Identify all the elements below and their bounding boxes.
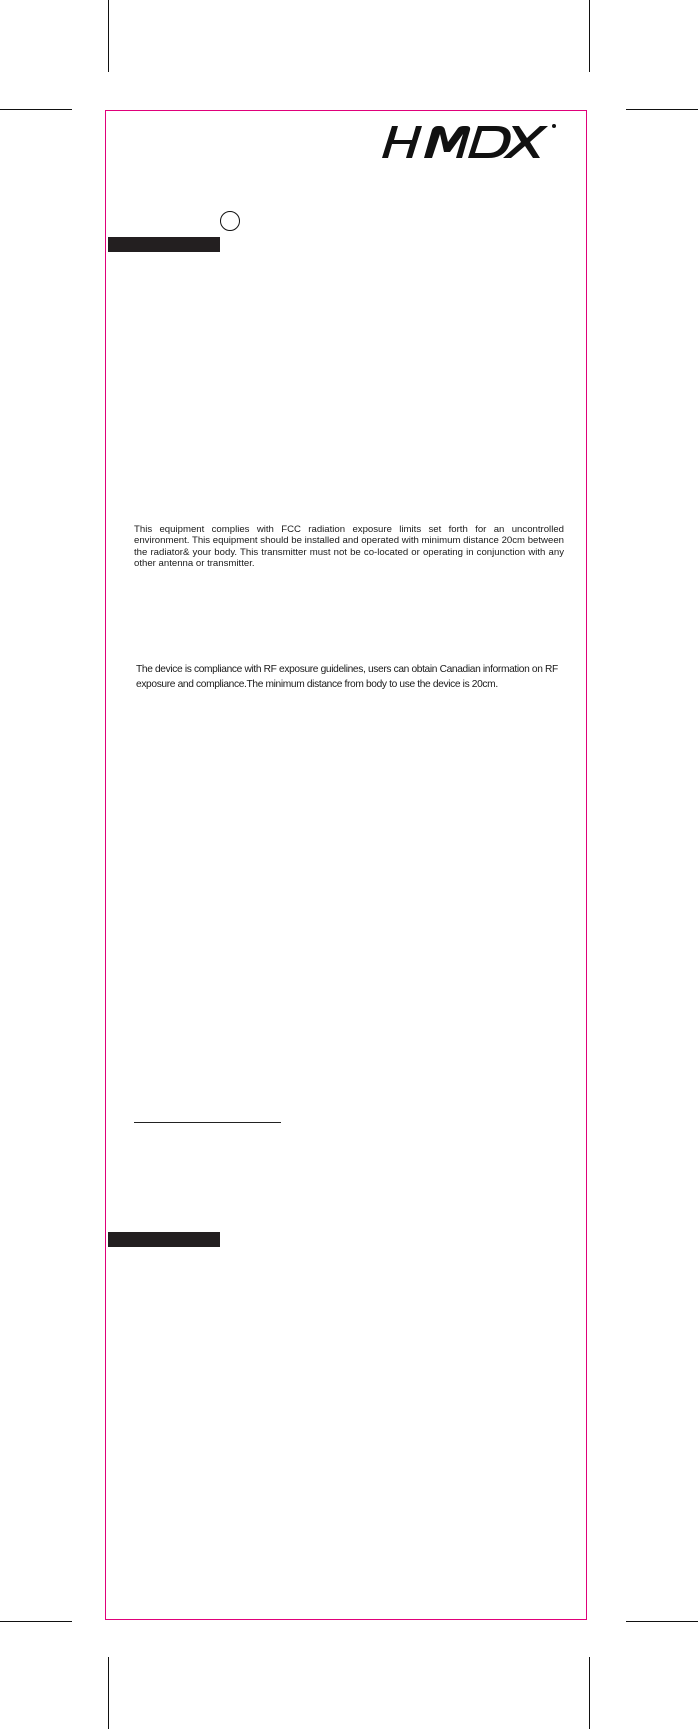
crop-mark-left-top <box>0 109 72 110</box>
section-heading-bar-bottom <box>108 1232 220 1247</box>
trim-border <box>105 110 587 1620</box>
registered-mark-icon <box>552 124 556 128</box>
crop-mark-top-left <box>108 0 109 72</box>
ce-circle-icon <box>220 211 240 231</box>
crop-mark-top-right <box>589 0 590 72</box>
crop-mark-left-bottom <box>0 1621 72 1622</box>
ic-rf-exposure-statement: The device is compliance with RF exposure guidelines, users can obtain Canadian information on RF exposure and compliance.The minimum distance from body to use the device is 20cm. <box>136 664 558 690</box>
crop-mark-bottom-left <box>108 1657 109 1729</box>
crop-mark-right-bottom <box>626 1621 698 1622</box>
section-heading-bar-top <box>108 237 220 252</box>
crop-mark-right-top <box>626 109 698 110</box>
hmdx-logo <box>380 122 558 162</box>
fcc-radiation-statement: This equipment complies with FCC radiation exposure limits set forth for an uncontrolled environment. This equipment should be installed and operated with minimum distance 20cm between the radiator& your body. This transmitter must not be co-located or operating in conjunction with any other antenna or transmitter. <box>134 524 564 570</box>
crop-mark-bottom-right <box>589 1657 590 1729</box>
signature-line <box>134 1122 281 1123</box>
